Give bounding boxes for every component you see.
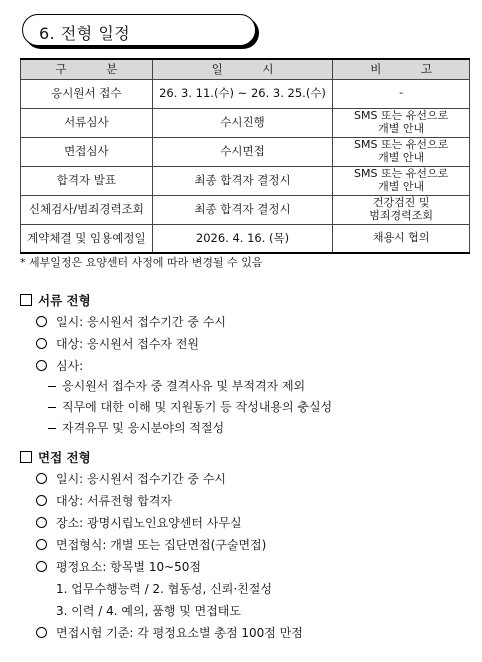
table-row [21, 79, 470, 108]
dash-bullet-icon [48, 407, 56, 408]
interview-screening-title: 면접 전형 [20, 448, 91, 466]
row-datetime: 최종 합격자 결정시 [152, 166, 333, 195]
row-category: 합격자 발표 [21, 166, 153, 195]
header-note: 비 고 [333, 59, 470, 79]
circle-bullet-icon [36, 495, 47, 506]
list-item: 면접시험 기준: 각 평정요소별 총점 100점 만점 [36, 624, 303, 641]
table-row [21, 224, 470, 253]
document-screening-title: 서류 전형 [20, 291, 91, 309]
list-item: 장소: 광명시립노인요양센터 사무실 [36, 514, 242, 531]
row-note: 채용시 협의 [333, 224, 470, 253]
row-datetime: 2026. 4. 16. (목) [152, 224, 333, 253]
list-item: 면접형식: 개별 또는 집단면접(구술면접) [36, 536, 266, 553]
circle-bullet-icon [36, 627, 47, 638]
row-datetime: 수시면접 [152, 137, 333, 166]
section-heading: 6. 전형 일정 [39, 24, 131, 43]
dash-bullet-icon [48, 428, 56, 429]
evaluation-factors-line1: 1. 업무수행능력 / 2. 협동성, 신뢰·친절성 [56, 582, 272, 596]
circle-bullet-icon [36, 473, 47, 484]
list-item: 일시: 응시원서 접수기간 중 수시 [36, 313, 226, 330]
table-row [21, 166, 470, 195]
criteria-item: 응시원서 접수자 중 결격사유 및 부적격자 제외 [48, 377, 305, 394]
row-note: SMS 또는 유선으로 개별 안내 [333, 108, 470, 137]
circle-bullet-icon [36, 316, 47, 327]
circle-bullet-icon [36, 360, 47, 371]
list-item: 심사: [36, 357, 83, 374]
table-row [21, 108, 470, 137]
table-row [21, 195, 470, 224]
row-note: 건강검진 및 범죄경력조회 [333, 195, 470, 224]
row-datetime: 수시진행 [152, 108, 333, 137]
table-row [21, 137, 470, 166]
row-note: - [333, 79, 470, 108]
section-heading-box [22, 14, 256, 46]
table-header-row [21, 59, 470, 79]
row-datetime: 최종 합격자 결정시 [152, 195, 333, 224]
circle-bullet-icon [36, 338, 47, 349]
row-category: 계약체결 및 임용예정일 [21, 224, 153, 253]
row-category: 면접심사 [21, 137, 153, 166]
evaluation-factors-line2: 3. 이력 / 4. 예의, 품행 및 면접태도 [56, 604, 241, 618]
circle-bullet-icon [36, 517, 47, 528]
row-category: 응시원서 접수 [21, 79, 153, 108]
circle-bullet-icon [36, 539, 47, 550]
criteria-item: 자격유무 및 응시분야의 적절성 [48, 419, 224, 436]
circle-bullet-icon [36, 561, 47, 572]
header-datetime: 일 시 [152, 59, 333, 79]
list-item: 평정요소: 항목별 10~50점 [36, 558, 201, 575]
row-datetime: 26. 3. 11.(수) ~ 26. 3. 25.(수) [152, 79, 333, 108]
list-item: 일시: 응시원서 접수기간 중 수시 [36, 470, 226, 487]
schedule-table [20, 58, 470, 254]
row-note: SMS 또는 유선으로 개별 안내 [333, 137, 470, 166]
row-category: 서류심사 [21, 108, 153, 137]
row-category: 신체검사/범죄경력조회 [21, 195, 153, 224]
square-bullet-icon [20, 294, 32, 306]
schedule-footnote: * 세부일정은 요양센터 사정에 따라 변경될 수 있음 [20, 256, 263, 269]
list-item: 대상: 서류전형 합격자 [36, 492, 172, 509]
header-category: 구 분 [21, 59, 153, 79]
row-note: SMS 또는 유선으로 개별 안내 [333, 166, 470, 195]
dash-bullet-icon [48, 386, 56, 387]
criteria-item: 직무에 대한 이해 및 지원동기 등 작성내용의 충실성 [48, 398, 332, 415]
square-bullet-icon [20, 451, 32, 463]
list-item: 대상: 응시원서 접수자 전원 [36, 335, 199, 352]
